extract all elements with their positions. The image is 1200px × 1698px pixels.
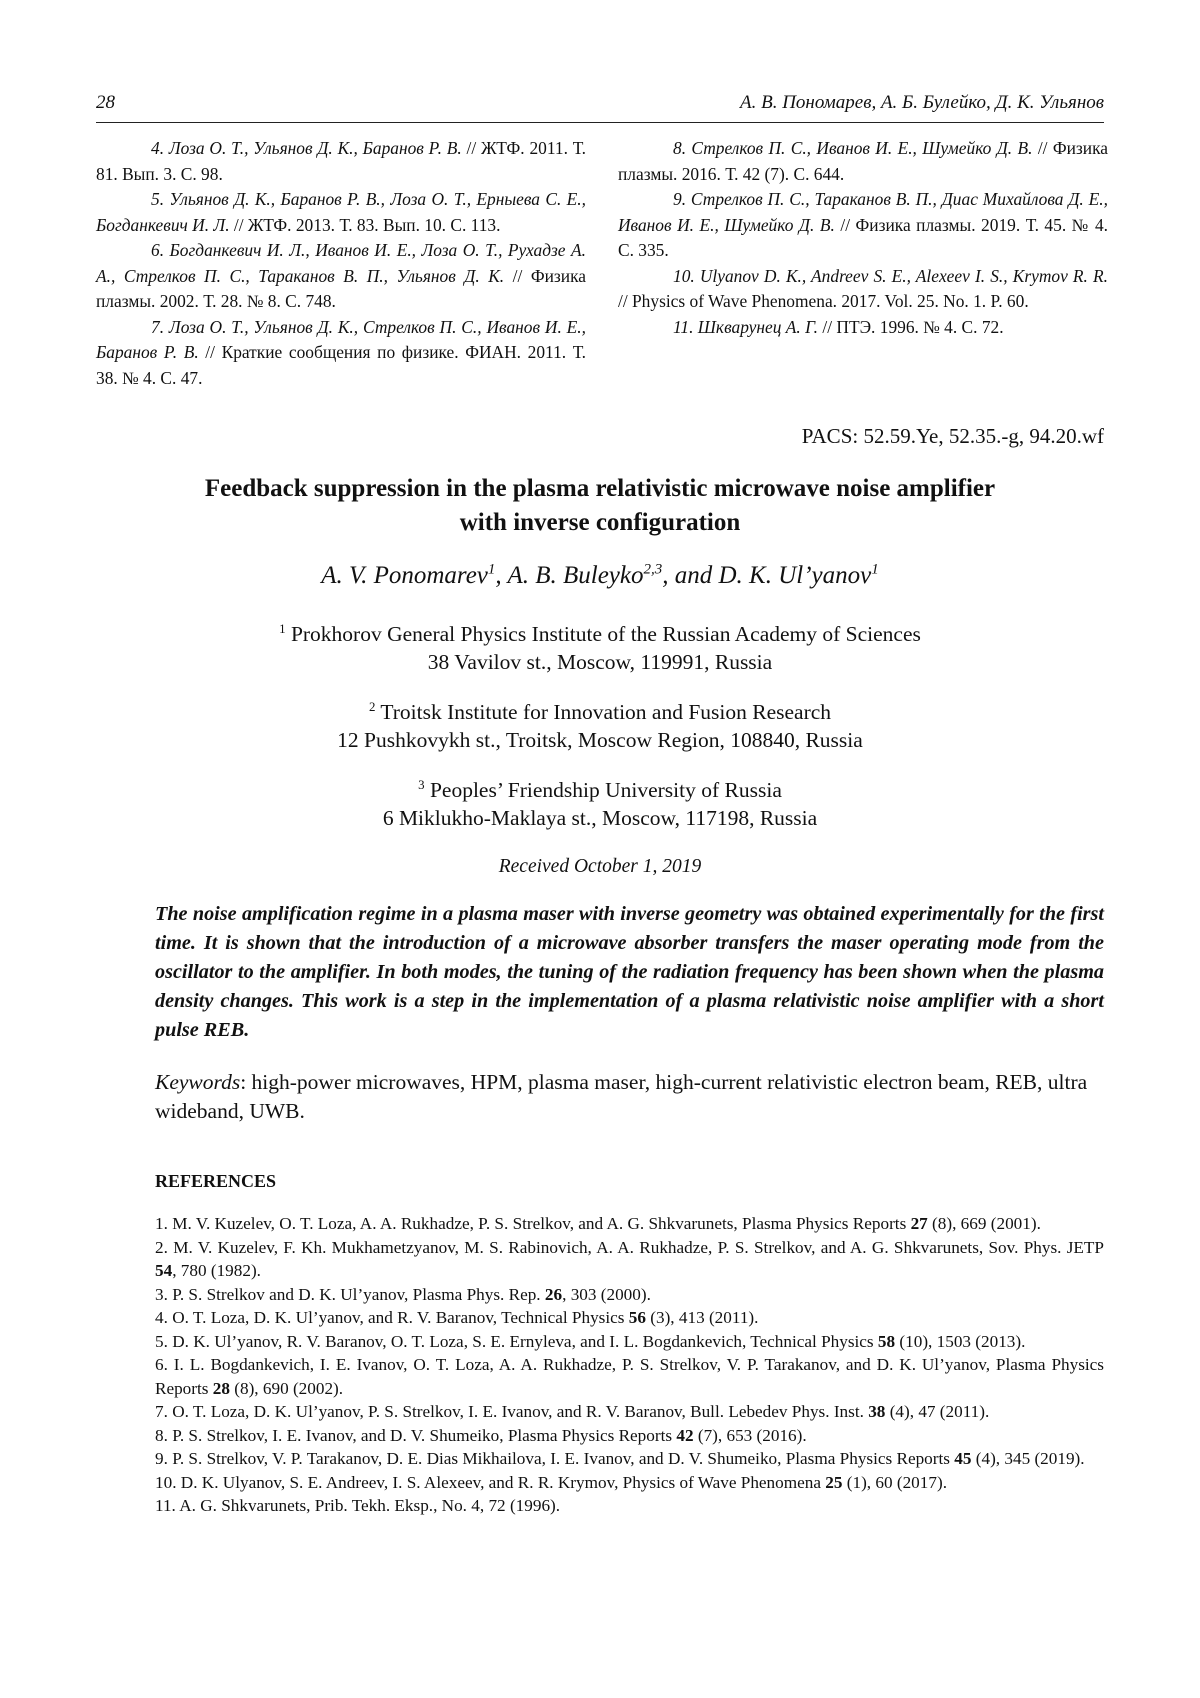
- paper-title: [96, 472, 1104, 540]
- running-authors: А. В. Пономарев, А. Б. Булейко, Д. К. Ульянов: [740, 92, 1104, 114]
- references-list: [155, 1212, 1104, 1518]
- reference-item: 8. P. S. Strelkov, I. E. Ivanov, and D. V. Shumeiko, Plasma Physics Reports 42 (7), 653 (2016).: [155, 1424, 1104, 1448]
- ru-reference: 11. Шкварунец А. Г. // ПТЭ. 1996. № 4. С. 72.: [618, 315, 1108, 341]
- title-line: with inverse configuration: [96, 506, 1104, 540]
- ru-reference: 7. Лоза О. Т., Ульянов Д. К., Стрелков П. С., Иванов И. Е., Баранов Р. В. // Краткие сообщения по физике. ФИАН. 2011. Т. 38. № 4. С. 47.: [96, 315, 586, 392]
- affiliation-2: 2 Troitsk Institute for Innovation and Fusion Research 12 Pushkovykh st., Troitsk, Moscow Region, 108840, Russia: [96, 698, 1104, 754]
- ru-reference: 8. Стрелков П. С., Иванов И. Е., Шумейко Д. В. // Физика плазмы. 2016. Т. 42 (7). С. 644.: [618, 136, 1108, 187]
- reference-item: 9. P. S. Strelkov, V. P. Tarakanov, D. E. Dias Mikhailova, I. E. Ivanov, and D. V. Shumeiko, Plasma Physics Reports 45 (4), 345 (2019).: [155, 1447, 1104, 1471]
- reference-item: 11. A. G. Shkvarunets, Prib. Tekh. Eksp., No. 4, 72 (1996).: [155, 1494, 1104, 1518]
- abstract: The noise amplification regime in a plasma maser with inverse geometry was obtained experimentally for the first time. It is shown that the introduction of a microwave absorber transfers the maser operating mode from the oscillator to the amplifier. In both modes, the tuning of the radiation frequency has been shown when the plasma density changes. This work is a step in the implementation of a plasma relativistic noise amplifier with a short pulse REB.: [155, 900, 1104, 1045]
- page-number: 28: [96, 92, 115, 114]
- reference-item: 7. O. T. Loza, D. K. Ul’yanov, P. S. Strelkov, I. E. Ivanov, and R. V. Baranov, Bull. Lebedev Phys. Inst. 38 (4), 47 (2011).: [155, 1400, 1104, 1424]
- title-line: Feedback suppression in the plasma relativistic microwave noise amplifier: [96, 472, 1104, 506]
- reference-item: 2. M. V. Kuzelev, F. Kh. Mukhametzyanov, M. S. Rabinovich, A. A. Rukhadze, P. S. Strelkov, and A. G. Shkvarunets, Sov. Phys. JETP 54, 780 (1982).: [155, 1236, 1104, 1283]
- ru-reference: 10. Ulyanov D. K., Andreev S. E., Alexeev I. S., Krymov R. R. // Physics of Wave Phenomena. 2017. Vol. 25. No. 1. P. 60.: [618, 264, 1108, 315]
- paper-page: [0, 0, 1200, 1698]
- reference-item: 1. M. V. Kuzelev, O. T. Loza, A. A. Rukhadze, P. S. Strelkov, and A. G. Shkvarunets, Plasma Physics Reports 27 (8), 669 (2001).: [155, 1212, 1104, 1236]
- ru-reference: 5. Ульянов Д. К., Баранов Р. В., Лоза О. Т., Ерныева С. Е., Богданкевич И. Л. // ЖТФ. 2013. Т. 83. Вып. 10. С. 113.: [96, 187, 586, 238]
- ru-reference: 4. Лоза О. Т., Ульянов Д. К., Баранов Р. В. // ЖТФ. 2011. Т. 81. Вып. 3. С. 98.: [96, 136, 586, 187]
- received-date: Received October 1, 2019: [96, 856, 1104, 878]
- ru-reference: 6. Богданкевич И. Л., Иванов И. Е., Лоза О. Т., Рухадзе А. А., Стрелков П. С., Тараканов В. П., Ульянов Д. К. // Физика плазмы. 2002. Т. 28. № 8. С. 748.: [96, 238, 586, 315]
- references-column-right: [618, 136, 1108, 340]
- pacs-codes: PACS: 52.59.Ye, 52.35.-g, 94.20.wf: [802, 424, 1104, 449]
- affiliation-3: 3 Peoples’ Friendship University of Russia 6 Miklukho-Maklaya st., Moscow, 117198, Russia: [96, 776, 1104, 832]
- author-list: A. V. Ponomarev1, A. B. Buleyko2,3, and D. K. Ul’yanov1: [96, 562, 1104, 590]
- reference-item: 3. P. S. Strelkov and D. K. Ul’yanov, Plasma Phys. Rep. 26, 303 (2000).: [155, 1283, 1104, 1307]
- reference-item: 4. O. T. Loza, D. K. Ul’yanov, and R. V. Baranov, Technical Physics 56 (3), 413 (2011).: [155, 1306, 1104, 1330]
- keywords: Keywords: high-power microwaves, HPM, plasma maser, high-current relativistic electron beam, REB, ultra wideband, UWB.: [155, 1068, 1104, 1126]
- affiliation-1: 1 Prokhorov General Physics Institute of the Russian Academy of Sciences 38 Vavilov st., Moscow, 119991, Russia: [96, 620, 1104, 676]
- references-column-left: [96, 136, 586, 391]
- reference-item: 5. D. K. Ul’yanov, R. V. Baranov, O. T. Loza, S. E. Ernyleva, and I. L. Bogdankevich, Technical Physics 58 (10), 1503 (2013).: [155, 1330, 1104, 1354]
- references-heading: REFERENCES: [155, 1171, 276, 1192]
- running-header: [96, 92, 1104, 123]
- reference-item: 6. I. L. Bogdankevich, I. E. Ivanov, O. T. Loza, A. A. Rukhadze, P. S. Strelkov, V. P. Tarakanov, and D. K. Ul’yanov, Plasma Physics Reports 28 (8), 690 (2002).: [155, 1353, 1104, 1400]
- reference-item: 10. D. K. Ulyanov, S. E. Andreev, I. S. Alexeev, and R. R. Krymov, Physics of Wave Phenomena 25 (1), 60 (2017).: [155, 1471, 1104, 1495]
- ru-reference: 9. Стрелков П. С., Тараканов В. П., Диас Михайлова Д. Е., Иванов И. Е., Шумейко Д. В. // Физика плазмы. 2019. Т. 45. № 4. С. 335.: [618, 187, 1108, 264]
